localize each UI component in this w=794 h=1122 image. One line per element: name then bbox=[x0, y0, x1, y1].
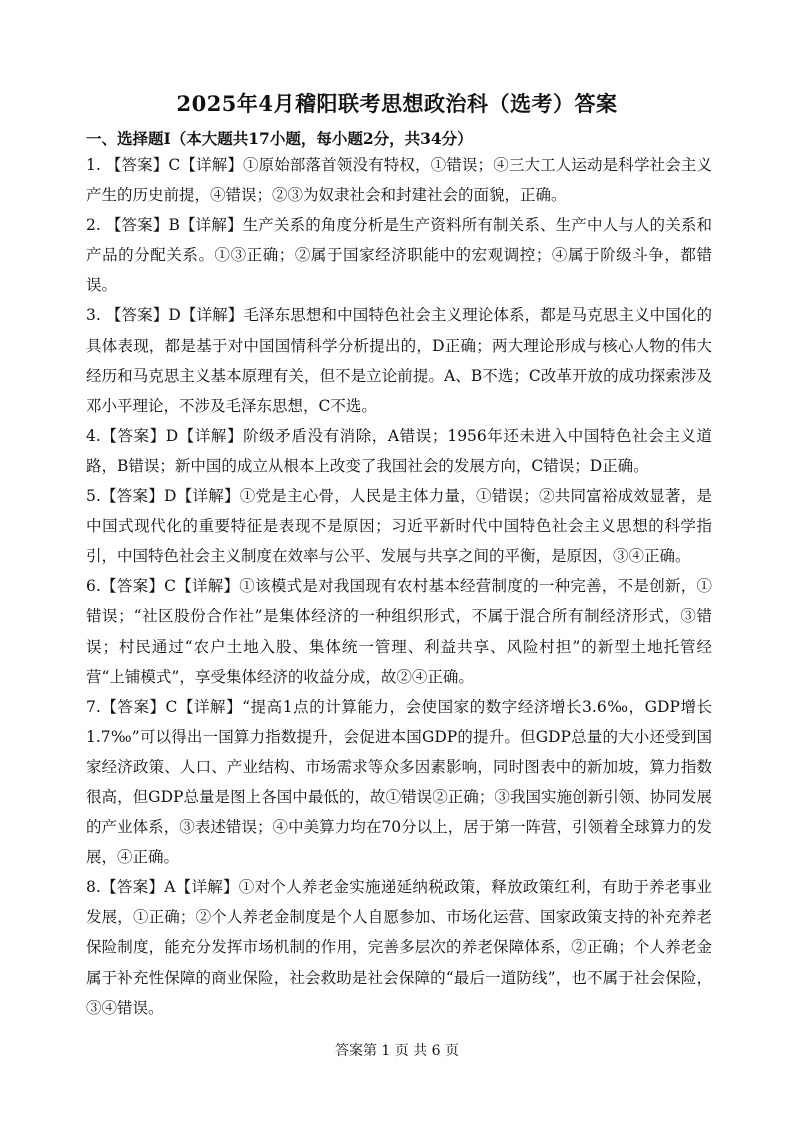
question-5: 5.【答案】D【详解】①党是主心骨，人民是主体力量，①错误；②共同富裕成效显著，是中国式现代化的重要特征是表现不是原因；习近平新时代中国特色社会主义思想的科学指引，中国特色社会主义制度在效率与公平、发展与共享之间的平衡，是原因，③④正确。 bbox=[86, 487, 712, 566]
question-1: 1. 【答案】C【详解】①原始部落首领没有特权，①错误；④三大工人运动是科学社会主义产生的历史前提，④错误；②③为奴隶社会和封建社会的面貌，正确。 bbox=[86, 156, 712, 205]
question-2: 2. 【答案】B【详解】生产关系的角度分析是生产资料所有制关系、生产中人与人的关系和产品的分配关系。①③正确；②属于国家经济职能中的宏观调控；④属于阶级斗争，都错误。 bbox=[86, 216, 712, 295]
question-7: 7.【答案】C【详解】“提高1点的计算能力，会使国家的数字经济增长3.6‰，GDP增长1.7‰”可以得出一国算力指数提升，会促进本国GDP的提升。但GDP总量的大小还受到国家经济政策、人口、产业结构、市场需求等众多因素影响，同时图表中的新加坡，算力指数很高，但GDP总量是图上各国中最低的，故①错误②正确；③我国实施创新引领、协同发展的产业体系，③表述错误；④中美算力均在70分以上，居于第一阵营，引领着全球算力的发展，④正确。 bbox=[86, 697, 712, 867]
question-4: 4.【答案】D【详解】阶级矛盾没有消除，A错误；1956年还未进入中国特色社会主义道路，B错误；新中国的成立从根本上改变了我国社会的发展方向，C错误；D正确。 bbox=[86, 426, 712, 475]
page-footer: 答案第 1 页 共 6 页 bbox=[334, 1043, 460, 1059]
question-6: 6.【答案】C【详解】①该模式是对我国现有农村基本经营制度的一种完善，不是创新，①错误；“社区股份合作社”是集体经济的一种组织形式，不属于混合所有制经济形式，③错误；村民通过“农户土地入股、集体统一管理、利益共享、风险村担”的新型土地托管经营“上铺模式”，享受集体经济的收益分成，故②④正确。 bbox=[86, 577, 712, 686]
page-title: 2025年4月稽阳联考思想政治科（选考）答案 bbox=[176, 91, 618, 116]
question-3: 3. 【答案】D【详解】毛泽东思想和中国特色社会主义理论体系，都是马克思主义中国化的具体表现，都是基于对中国国情科学分析提出的，D正确；两大理论形成与核心人物的伟大经历和马克思主义基本原理有关，但不是立论前提。A、B不选；C改革开放的成功探索涉及邓小平理论，不涉及毛泽东思想，C不选。 bbox=[86, 306, 712, 415]
question-list bbox=[86, 150, 712, 1023]
section-heading: 一、选择题Ⅰ（本大题共17小题，每小题2分，共34分） bbox=[86, 129, 473, 148]
question-8: 8.【答案】A【详解】①对个人养老金实施递延纳税政策，释放政策红利，有助于养老事业发展，①正确；②个人养老金制度是个人自愿参加、市场化运营、国家政策支持的补充养老保险制度，能充分发挥市场机制的作用，完善多层次的养老保障体系，②正确；个人养老金属于补充性保障的商业保险，社会救助是社会保障的“最后一道防线”，也不属于社会保险，③④错误。 bbox=[86, 878, 712, 1017]
